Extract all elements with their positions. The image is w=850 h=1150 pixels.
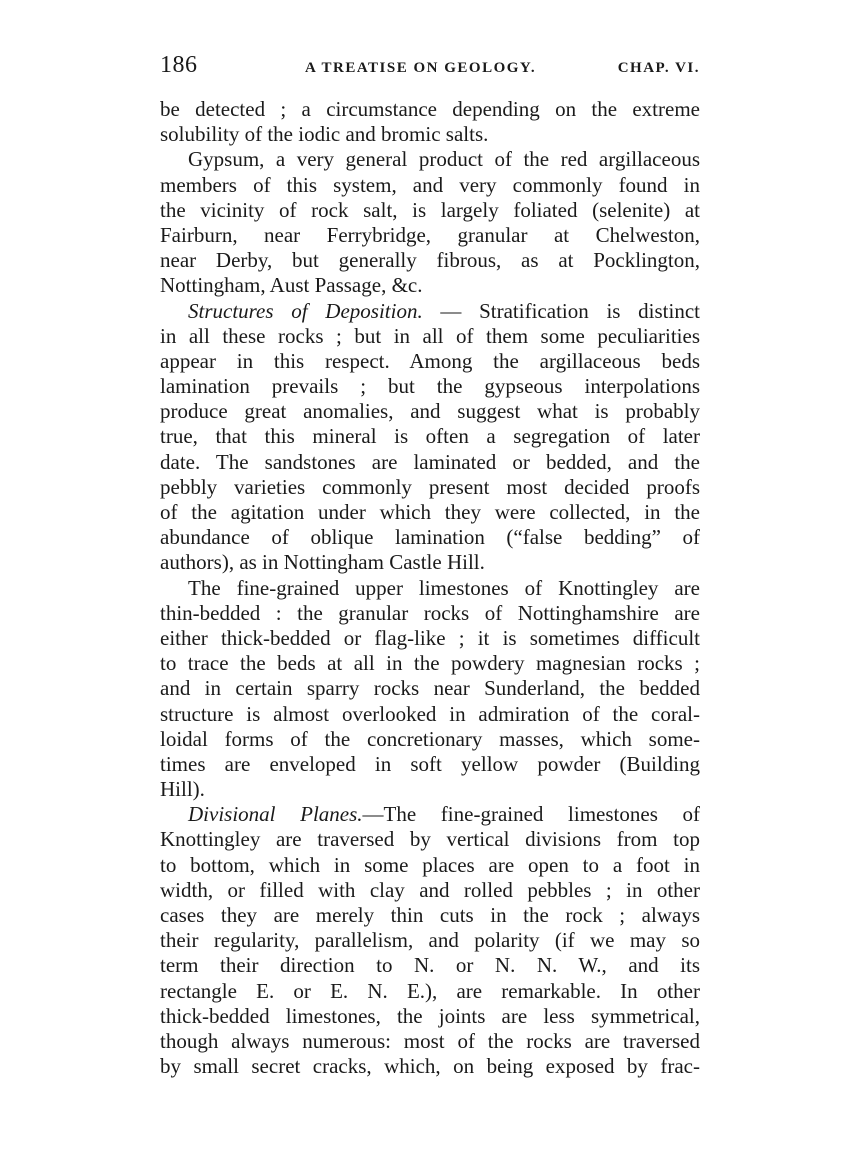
line-text: abundance of oblique lamination (“false bedding” of [160,525,700,550]
line-text: lamination prevails ; but the gypseous interpolations [160,374,700,399]
text-line [160,752,700,777]
body-text [160,97,700,1079]
line-text: pebbly varieties commonly present most decided proofs [160,474,700,499]
text-line [160,601,700,626]
text-line [160,374,700,399]
text-line [160,727,700,752]
text-line [160,450,700,475]
text-line [160,853,700,878]
text-line [160,399,700,424]
line-text: their regularity, parallelism, and polarity (if we may so [160,928,700,953]
line-text: and in certain sparry rocks near Sunderland, the bedded [160,676,700,701]
running-header [160,52,700,84]
line-text: members of this system, and very commonly found in [160,172,700,197]
line-text: authors), as in Nottingham Castle Hill. [160,550,485,575]
line-text: though always numerous: most of the rocks are traversed [160,1028,700,1053]
text-line [160,576,700,601]
text-line [160,1054,700,1079]
text-line [160,827,700,852]
text-line [160,248,700,273]
text-line [160,550,700,575]
text-line [160,1029,700,1054]
text-line [160,777,700,802]
text-line [160,626,700,651]
line-text: Nottingham, Aust Passage, &c. [160,273,423,298]
line-text: Fairburn, near Ferrybridge, granular at Chelweston, [160,222,700,247]
line-text: structure is almost overlooked in admiration of the coral- [160,701,700,726]
line-text: loidal forms of the concretionary masses, which some- [160,726,700,751]
line-text: Knottingley are traversed by vertical divisions from top [160,827,700,852]
line-text: in all these rocks ; but in all of them some peculiarities [160,323,700,348]
line-text: thick-bedded limestones, the joints are less symmetrical, [160,1003,700,1028]
line-text: times are enveloped in soft yellow powder (Building [160,751,700,776]
text-line [160,928,700,953]
line-text: rectangle E. or E. N. E.), are remarkable. In other [160,978,700,1003]
text-line [160,424,700,449]
text-line [160,903,700,928]
text-line [160,953,700,978]
text-line [160,198,700,223]
chapter-label: CHAP. VI. [617,60,700,76]
text-line [160,500,700,525]
line-text: true, that this mineral is often a segregation of later [160,424,700,449]
line-text: the vicinity of rock salt, is largely foliated (selenite) at [160,197,700,222]
text-line [160,97,700,122]
text-line [160,324,700,349]
text-line [160,979,700,1004]
section-heading: Structures of Deposition. [188,298,423,323]
line-text: term their direction to N. or N. N. W., and its [160,953,700,978]
text-line [160,1004,700,1029]
text-line [160,122,700,147]
section-heading: Divisional Planes. [188,802,363,827]
line-text: by small secret cracks, which, on being exposed by frac- [160,1054,700,1079]
text-line [160,273,700,298]
page-number: 186 [160,52,198,78]
line-text: appear in this respect. Among the argillaceous beds [160,348,700,373]
text-line [160,525,700,550]
text-line [160,802,700,827]
line-text: to trace the beds at all in the powdery magnesian rocks ; [160,651,700,676]
text-line [160,878,700,903]
line-text: thin-bedded : the granular rocks of Nottinghamshire are [160,600,700,625]
line-text: — Stratification is distinct [422,298,700,323]
line-text: width, or filled with clay and rolled pebbles ; in other [160,877,700,902]
text-line [160,651,700,676]
text-line [160,475,700,500]
line-text: near Derby, but generally fibrous, as at Pocklington, [160,248,700,273]
line-text: date. The sandstones are laminated or bedded, and the [160,449,700,474]
line-text: Hill). [160,777,205,802]
line-text: solubility of the iodic and bromic salts. [160,122,489,147]
text-line [160,173,700,198]
line-text: Gypsum, a very general product of the red argillaceous [188,147,700,172]
line-text: be detected ; a circumstance depending on the extreme [160,97,700,121]
line-text: either thick-bedded or flag-like ; it is sometimes difficult [160,625,700,650]
text-line [160,702,700,727]
line-text: of the agitation under which they were collected, in the [160,500,700,524]
line-text: produce great anomalies, and suggest what is probably [160,399,700,424]
text-line [160,299,700,324]
text-line [160,223,700,248]
text-line [160,349,700,374]
text-line [160,676,700,701]
line-text: —The fine-grained limestones of [362,802,700,827]
line-text: to bottom, which in some places are open to a foot in [160,852,700,877]
line-text: cases they are merely thin cuts in the rock ; always [160,903,700,927]
line-text: The fine-grained upper limestones of Knottingley are [188,575,700,600]
running-title: A TREATISE ON GEOLOGY. [305,60,537,76]
text-line [160,147,700,172]
